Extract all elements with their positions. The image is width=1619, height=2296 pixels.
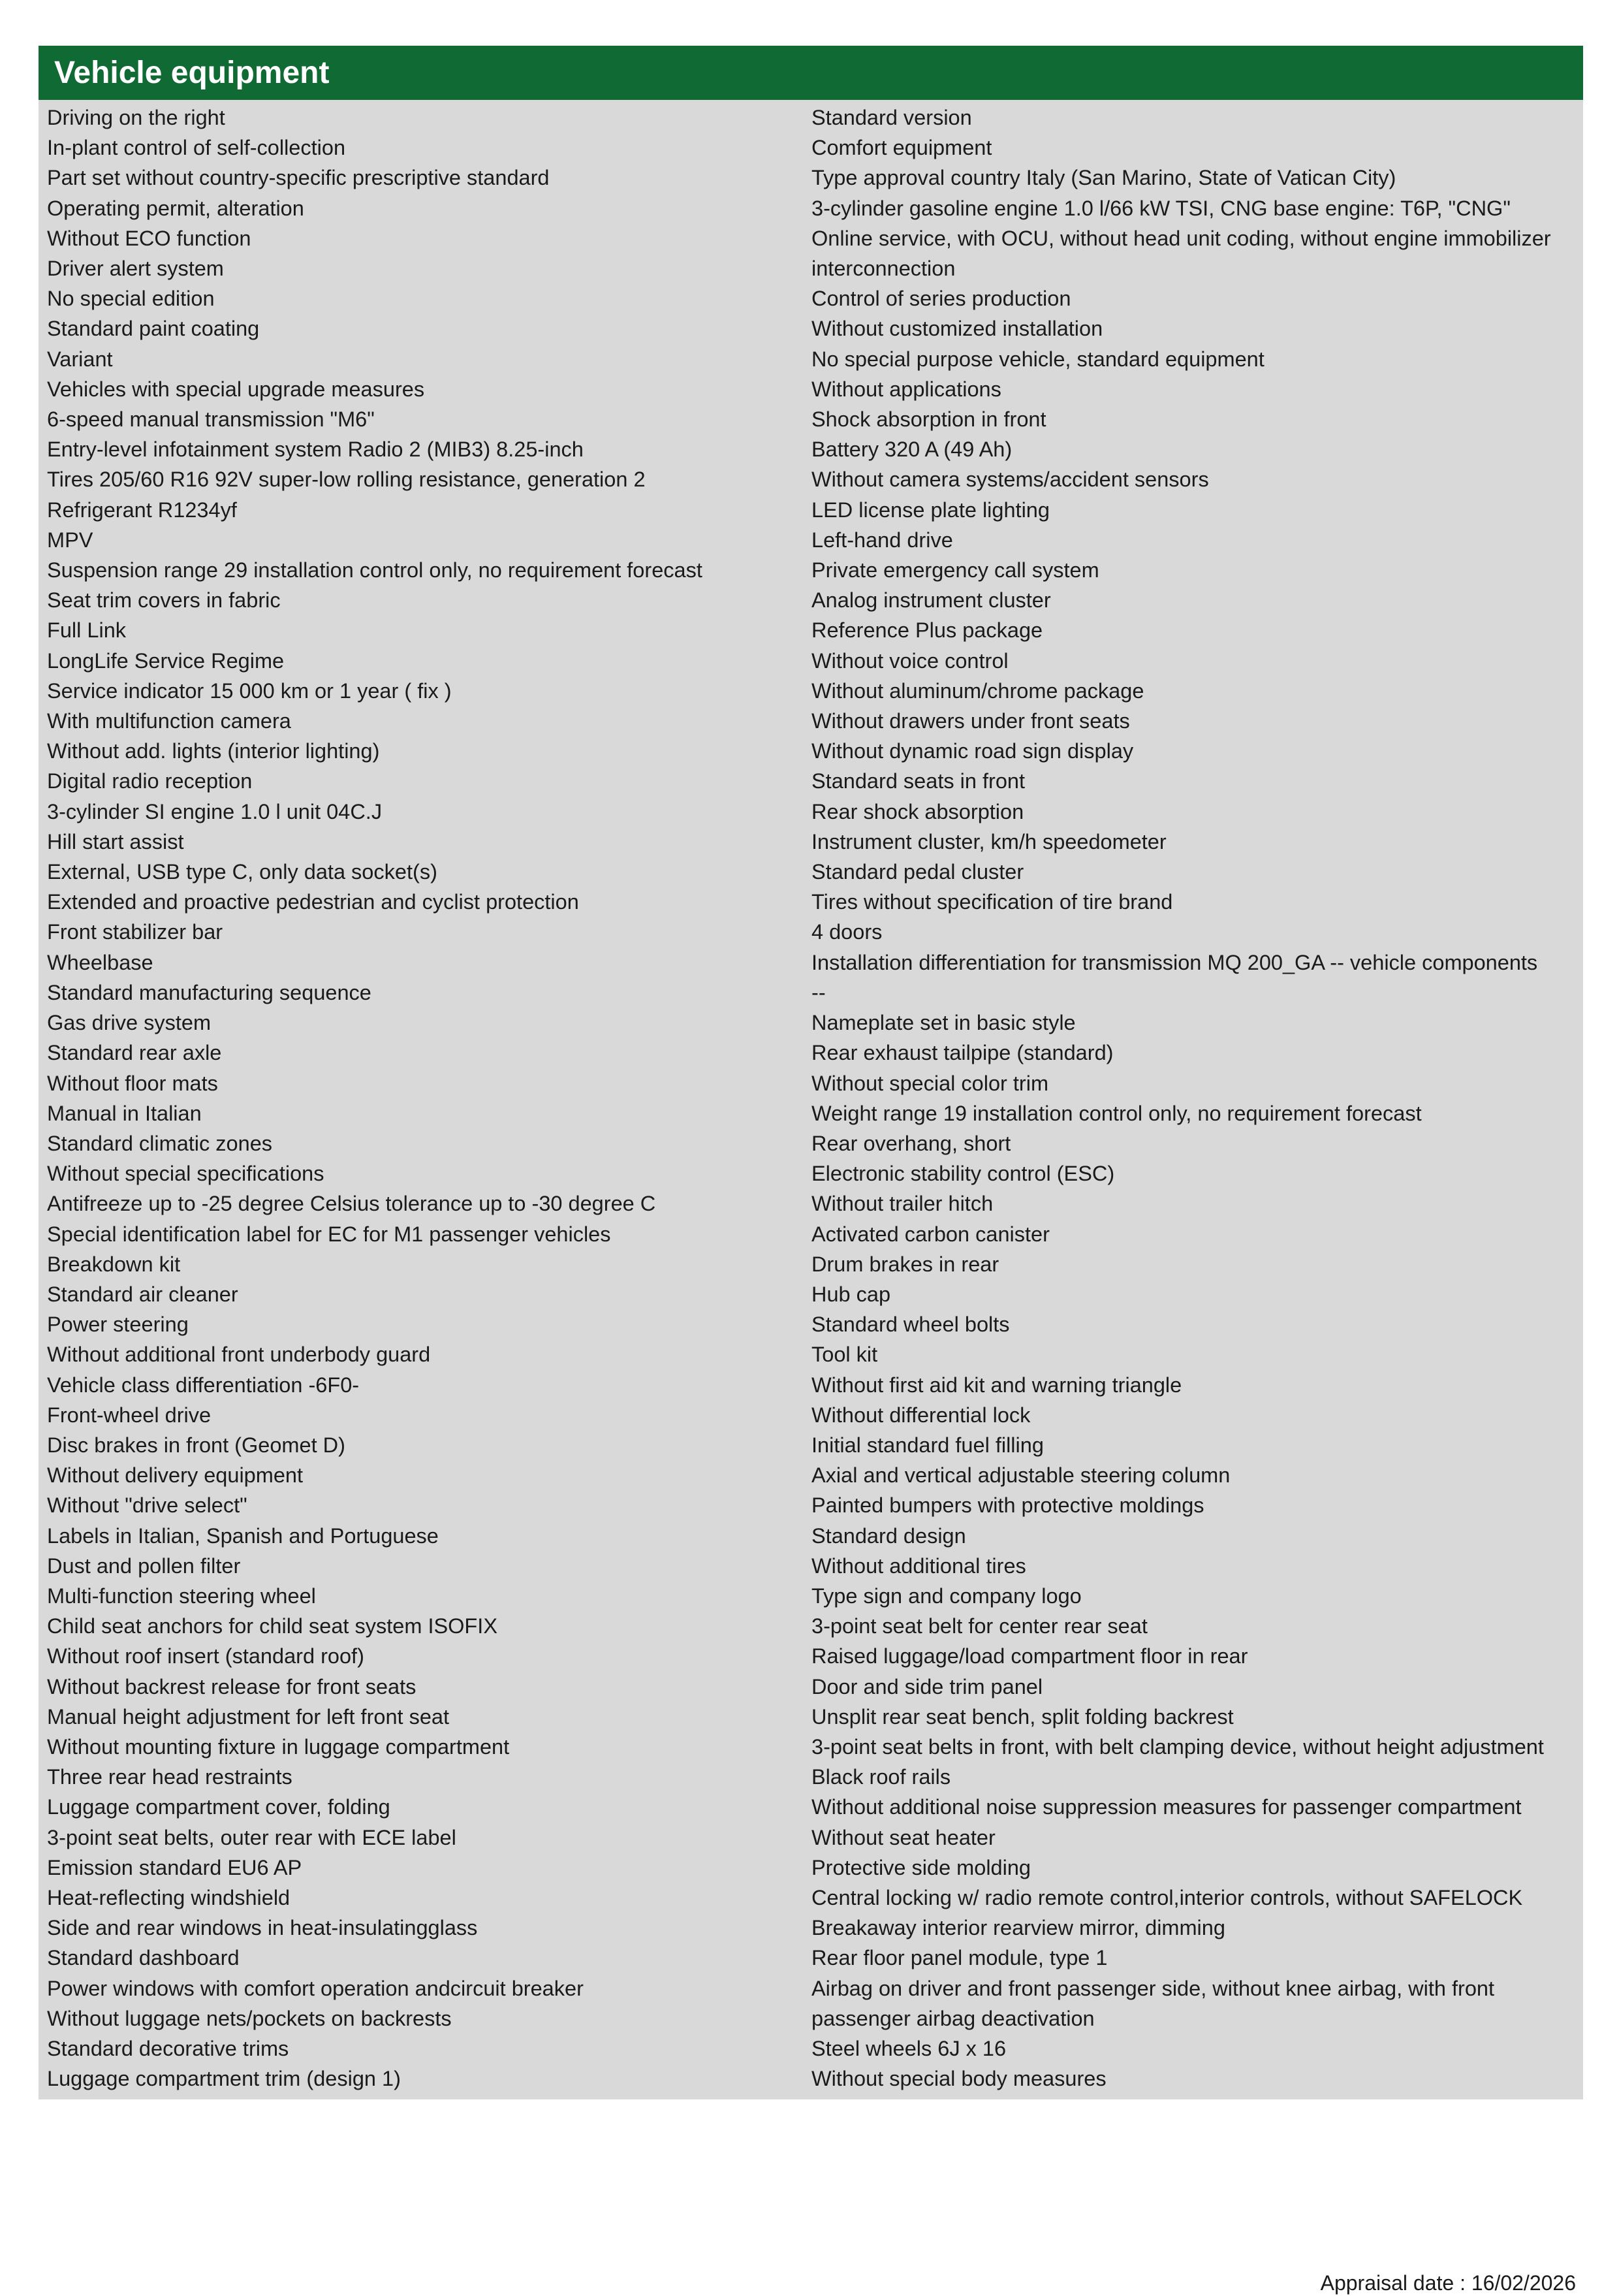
equipment-item: Power steering bbox=[47, 1313, 189, 1337]
equipment-item: 4 doors bbox=[811, 920, 883, 944]
equipment-item: Axial and vertical adjustable steering column bbox=[811, 1463, 1231, 1488]
equipment-item: Electronic stability control (ESC) bbox=[811, 1162, 1115, 1186]
equipment-item: Operating permit, alteration bbox=[47, 196, 304, 220]
equipment-item: 6-speed manual transmission "M6" bbox=[47, 407, 375, 432]
equipment-item: Tool kit bbox=[811, 1343, 878, 1367]
equipment-item: Breakaway interior rearview mirror, dimming bbox=[811, 1916, 1225, 1940]
equipment-item: 3-point seat belts in front, with belt clamping device, without height adjustment bbox=[811, 1734, 1544, 1759]
equipment-item: Without special body measures bbox=[811, 2067, 1107, 2091]
equipment-item: Heat-reflecting windshield bbox=[47, 1885, 291, 1909]
equipment-item: Digital radio reception bbox=[47, 769, 253, 793]
equipment-item: Initial standard fuel filling bbox=[811, 1433, 1044, 1457]
equipment-item: Service indicator 15 000 km or 1 year ( fix ) bbox=[47, 678, 452, 703]
equipment-item: Extended and proactive pedestrian and cyclist protection bbox=[47, 890, 579, 914]
equipment-item: Nameplate set in basic style bbox=[811, 1011, 1076, 1035]
equipment-item: Without special specifications bbox=[47, 1162, 324, 1186]
equipment-item: Without differential lock bbox=[811, 1403, 1031, 1427]
equipment-item: Without trailer hitch bbox=[811, 1192, 994, 1216]
equipment-item: Drum brakes in rear bbox=[811, 1252, 999, 1276]
equipment-item: Without drawers under front seats bbox=[811, 709, 1130, 733]
equipment-item: Battery 320 A (49 Ah) bbox=[811, 438, 1013, 462]
equipment-item: Standard manufacturing sequence bbox=[47, 980, 371, 1004]
equipment-item: Seat trim covers in fabric bbox=[47, 588, 281, 613]
equipment-item: Reference Plus package bbox=[811, 618, 1043, 643]
equipment-item: Gas drive system bbox=[47, 1011, 212, 1035]
equipment-item: No special purpose vehicle, standard equipment bbox=[811, 347, 1265, 371]
equipment-item: Without applications bbox=[811, 377, 1001, 401]
equipment-item: Type sign and company logo bbox=[811, 1584, 1082, 1608]
equipment-item: Painted bumpers with protective moldings bbox=[811, 1493, 1204, 1518]
equipment-item: Standard version bbox=[811, 106, 972, 129]
equipment-item: Special identification label for EC for M1 passenger vehicles bbox=[47, 1222, 611, 1246]
equipment-item: 3-cylinder SI engine 1.0 l unit 04C.J bbox=[47, 799, 383, 823]
equipment-item: Comfort equipment bbox=[811, 136, 992, 160]
equipment-item: Protective side molding bbox=[811, 1855, 1031, 1879]
equipment-item: Shock absorption in front bbox=[811, 407, 1046, 432]
equipment-item: Standard climatic zones bbox=[47, 1131, 273, 1155]
equipment-item: LongLife Service Regime bbox=[47, 648, 285, 673]
equipment-item: Black roof rails bbox=[811, 1765, 951, 1789]
equipment-item: Without additional noise suppression measures for passenger compartment bbox=[811, 1795, 1522, 1819]
equipment-item: Rear exhaust tailpipe (standard) bbox=[811, 1041, 1114, 1065]
section-title: Vehicle equipment bbox=[39, 46, 1583, 100]
equipment-item: Without backrest release for front seats bbox=[47, 1674, 417, 1698]
equipment-item: Without floor mats bbox=[47, 1071, 218, 1095]
equipment-item: Steel wheels 6J x 16 bbox=[811, 2037, 1007, 2060]
equipment-item: Antifreeze up to -25 degree Celsius tolerance up to -30 degree C bbox=[47, 1192, 656, 1216]
equipment-item: MPV bbox=[47, 528, 93, 552]
equipment-item: Without camera systems/accident sensors bbox=[811, 468, 1209, 492]
equipment-item: Multi-function steering wheel bbox=[47, 1584, 316, 1608]
equipment-item: Type approval country Italy (San Marino, State of Vatican City) bbox=[811, 166, 1396, 190]
equipment-item: LED license plate lighting bbox=[811, 498, 1050, 522]
equipment-item: Driving on the right bbox=[47, 106, 225, 129]
equipment-item: Without roof insert (standard roof) bbox=[47, 1644, 364, 1668]
equipment-item: Labels in Italian, Spanish and Portuguese bbox=[47, 1523, 439, 1548]
equipment-item: -- bbox=[811, 980, 826, 1004]
equipment-item: Tires without specification of tire brand bbox=[811, 890, 1173, 914]
equipment-item: Vehicles with special upgrade measures bbox=[47, 377, 425, 401]
equipment-item: Wheelbase bbox=[47, 950, 153, 974]
equipment-item: Suspension range 29 installation control only, no requirement forecast bbox=[47, 558, 702, 582]
equipment-item: Without dynamic road sign display bbox=[811, 739, 1134, 763]
equipment-item: Without add. lights (interior lighting) bbox=[47, 739, 380, 763]
equipment-item: Standard design bbox=[811, 1523, 966, 1548]
equipment-item: Without ECO function bbox=[47, 226, 251, 250]
equipment-item: Analog instrument cluster bbox=[811, 588, 1051, 613]
equipment-item: Hub cap bbox=[811, 1282, 891, 1306]
equipment-item: Front stabilizer bar bbox=[47, 920, 223, 944]
equipment-item: Standard decorative trims bbox=[47, 2037, 289, 2060]
equipment-item: Vehicle class differentiation -6F0- bbox=[47, 1373, 360, 1397]
equipment-item: Without seat heater bbox=[811, 1825, 996, 1849]
equipment-item: Standard rear axle bbox=[47, 1041, 222, 1065]
equipment-item: Without additional front underbody guard bbox=[47, 1343, 431, 1367]
equipment-item: In-plant control of self-collection bbox=[47, 136, 346, 160]
equipment-item: Standard seats in front bbox=[811, 769, 1025, 793]
equipment-item: Part set without country-specific prescriptive standard bbox=[47, 166, 550, 190]
equipment-item: Without voice control bbox=[811, 648, 1009, 673]
equipment-item: Side and rear windows in heat-insulatingglass bbox=[47, 1916, 478, 1940]
equipment-item: Private emergency call system bbox=[811, 558, 1099, 582]
equipment-item: Without delivery equipment bbox=[47, 1463, 303, 1488]
equipment-item: Without first aid kit and warning triangle bbox=[811, 1373, 1182, 1397]
equipment-item: Instrument cluster, km/h speedometer bbox=[811, 829, 1167, 853]
equipment-item: Standard air cleaner bbox=[47, 1282, 238, 1306]
equipment-item: Without "drive select" bbox=[47, 1493, 247, 1518]
equipment-item: Installation differentiation for transmission MQ 200_GA -- vehicle components bbox=[811, 950, 1538, 974]
equipment-item: Without additional tires bbox=[811, 1554, 1026, 1578]
equipment-list-left bbox=[39, 103, 811, 2094]
equipment-item: 3-point seat belt for center rear seat bbox=[811, 1614, 1148, 1638]
equipment-item: Without special color trim bbox=[811, 1071, 1049, 1095]
equipment-item: Airbag on driver and front passenger side, without knee airbag, with front passenger airbag deactivation bbox=[811, 1976, 1495, 2030]
equipment-item: Without luggage nets/pockets on backrests bbox=[47, 2006, 452, 2030]
equipment-item: Tires 205/60 R16 92V super-low rolling resistance, generation 2 bbox=[47, 468, 646, 492]
equipment-item: Standard wheel bolts bbox=[811, 1313, 1010, 1337]
equipment-item: Without mounting fixture in luggage compartment bbox=[47, 1734, 510, 1759]
equipment-item: Without customized installation bbox=[811, 317, 1103, 341]
appraisal-date: Appraisal date : 16/02/2026 bbox=[1320, 2271, 1576, 2295]
equipment-item: Door and side trim panel bbox=[811, 1674, 1043, 1698]
equipment-item: Entry-level infotainment system Radio 2 (MIB3) 8.25-inch bbox=[47, 438, 584, 462]
equipment-item: Breakdown kit bbox=[47, 1252, 181, 1276]
equipment-item: Central locking w/ radio remote control,interior controls, without SAFELOCK bbox=[811, 1885, 1523, 1909]
equipment-item: Activated carbon canister bbox=[811, 1222, 1050, 1246]
equipment-item: Control of series production bbox=[811, 287, 1071, 311]
equipment-item: External, USB type C, only data socket(s) bbox=[47, 860, 437, 884]
equipment-list-right bbox=[811, 103, 1583, 2094]
equipment-item: Hill start assist bbox=[47, 829, 184, 853]
equipment-item: Full Link bbox=[47, 618, 127, 643]
equipment-item: Luggage compartment cover, folding bbox=[47, 1795, 390, 1819]
equipment-columns bbox=[39, 100, 1583, 2099]
equipment-item: Driver alert system bbox=[47, 257, 224, 281]
equipment-item: Child seat anchors for child seat system ISOFIX bbox=[47, 1614, 497, 1638]
equipment-item: Dust and pollen filter bbox=[47, 1554, 241, 1578]
equipment-item: Power windows with comfort operation andcircuit breaker bbox=[47, 1976, 584, 2000]
equipment-item: Luggage compartment trim (design 1) bbox=[47, 2067, 401, 2091]
equipment-item: Manual in Italian bbox=[47, 1101, 202, 1125]
equipment-item: Rear floor panel module, type 1 bbox=[811, 1946, 1108, 1970]
equipment-item: No special edition bbox=[47, 287, 215, 311]
equipment-item: 3-cylinder gasoline engine 1.0 l/66 kW TSI, CNG base engine: T6P, "CNG" bbox=[811, 196, 1511, 220]
equipment-item: Three rear head restraints bbox=[47, 1765, 292, 1789]
equipment-item: Without aluminum/chrome package bbox=[811, 678, 1144, 703]
equipment-item: Unsplit rear seat bench, split folding backrest bbox=[811, 1704, 1234, 1729]
equipment-item: Weight range 19 installation control only, no requirement forecast bbox=[811, 1101, 1422, 1125]
equipment-item: Rear overhang, short bbox=[811, 1131, 1011, 1155]
equipment-item: Emission standard EU6 AP bbox=[47, 1855, 302, 1879]
equipment-item: Raised luggage/load compartment floor in rear bbox=[811, 1644, 1248, 1668]
equipment-item: 3-point seat belts, outer rear with ECE label bbox=[47, 1825, 456, 1849]
equipment-item: With multifunction camera bbox=[47, 709, 291, 733]
equipment-item: Standard pedal cluster bbox=[811, 860, 1024, 884]
equipment-item: Manual height adjustment for left front seat bbox=[47, 1704, 450, 1729]
equipment-item: Standard paint coating bbox=[47, 317, 260, 341]
equipment-item: Rear shock absorption bbox=[811, 799, 1024, 823]
equipment-item: Online service, with OCU, without head unit coding, without engine immobilizer interconnection bbox=[811, 226, 1551, 281]
equipment-item: Variant bbox=[47, 347, 113, 371]
equipment-item: Front-wheel drive bbox=[47, 1403, 212, 1427]
equipment-item: Disc brakes in front (Geomet D) bbox=[47, 1433, 345, 1457]
equipment-item: Refrigerant R1234yf bbox=[47, 498, 237, 522]
vehicle-equipment-section bbox=[39, 46, 1583, 2099]
equipment-item: Left-hand drive bbox=[811, 528, 953, 552]
equipment-item: Standard dashboard bbox=[47, 1946, 240, 1970]
